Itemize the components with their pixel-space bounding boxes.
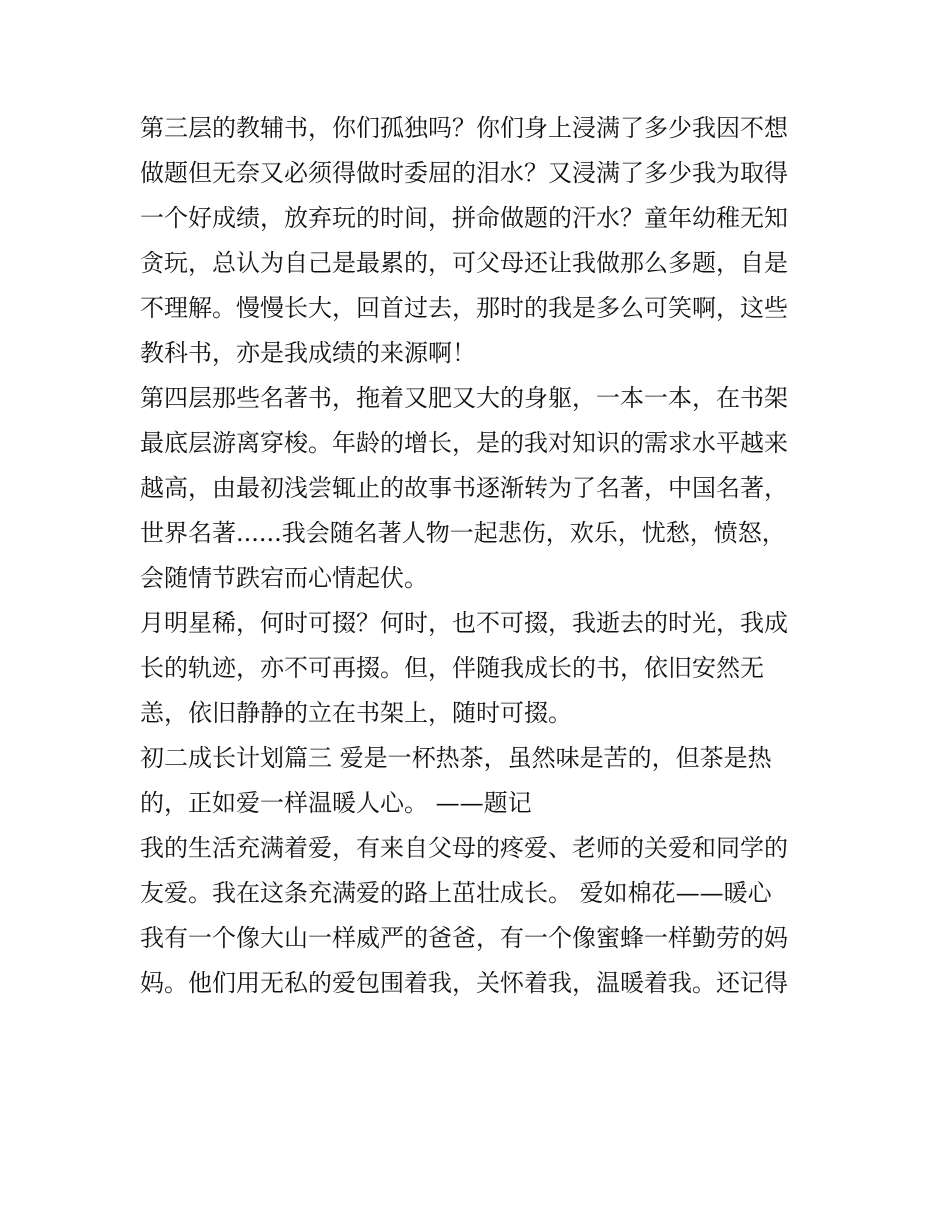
text-line: 妈。他们用无私的爱包围着我，关怀着我，温暖着我。还记得: [140, 969, 788, 997]
text-line: 贪玩，总认为自己是最累的，可父母还让我做那么多题，自是: [140, 249, 788, 277]
text-line: 友爱。我在这条充满爱的路上茁壮成长。 爱如棉花——暖心: [140, 879, 772, 907]
body-text: [140, 106, 820, 1006]
text-line: 做题但无奈又必须得做时委屈的泪水？又浸满了多少我为取得: [140, 159, 788, 187]
text-line: 初二成长计划篇三 爱是一杯热茶，虽然味是苦的，但茶是热: [140, 744, 772, 772]
text-line: 第三层的教辅书，你们孤独吗？你们身上浸满了多少我因不想: [140, 114, 788, 142]
text-line: 不理解。慢慢长大，回首过去，那时的我是多么可笑啊，这些: [140, 294, 788, 322]
text-line: 我的生活充满着爱，有来自父母的疼爱、老师的关爱和同学的: [140, 834, 788, 862]
text-line: 一个好成绩，放弃玩的时间，拼命做题的汗水？童年幼稚无知: [140, 204, 788, 232]
text-line: 第四层那些名著书，拖着又肥又大的身躯，一本一本，在书架: [140, 384, 788, 412]
text-line: 我有一个像大山一样威严的爸爸，有一个像蜜蜂一样勤劳的妈: [140, 924, 788, 952]
text-line: 世界名著......我会随名著人物一起悲伤，欢乐，忧愁，愤怒，: [140, 519, 786, 547]
text-line: 最底层游离穿梭。年龄的增长，是的我对知识的需求水平越来: [140, 429, 788, 457]
text-line: 长的轨迹，亦不可再掇。但，伴随我成长的书，依旧安然无: [140, 654, 764, 682]
text-line: 月明星稀，何时可掇？何时，也不可掇，我逝去的时光，我成: [140, 609, 788, 637]
text-line: 越高，由最初浅尝辄止的故事书逐渐转为了名著，中国名著，: [140, 474, 788, 502]
text-line: 的，正如爱一样温暖人心。 ——题记: [140, 789, 532, 817]
text-line: 会随情节跌宕而心情起伏。: [140, 564, 428, 592]
text-line: 教科书，亦是我成绩的来源啊！: [140, 339, 476, 367]
text-line: 恙，依旧静静的立在书架上，随时可掇。: [140, 699, 572, 727]
